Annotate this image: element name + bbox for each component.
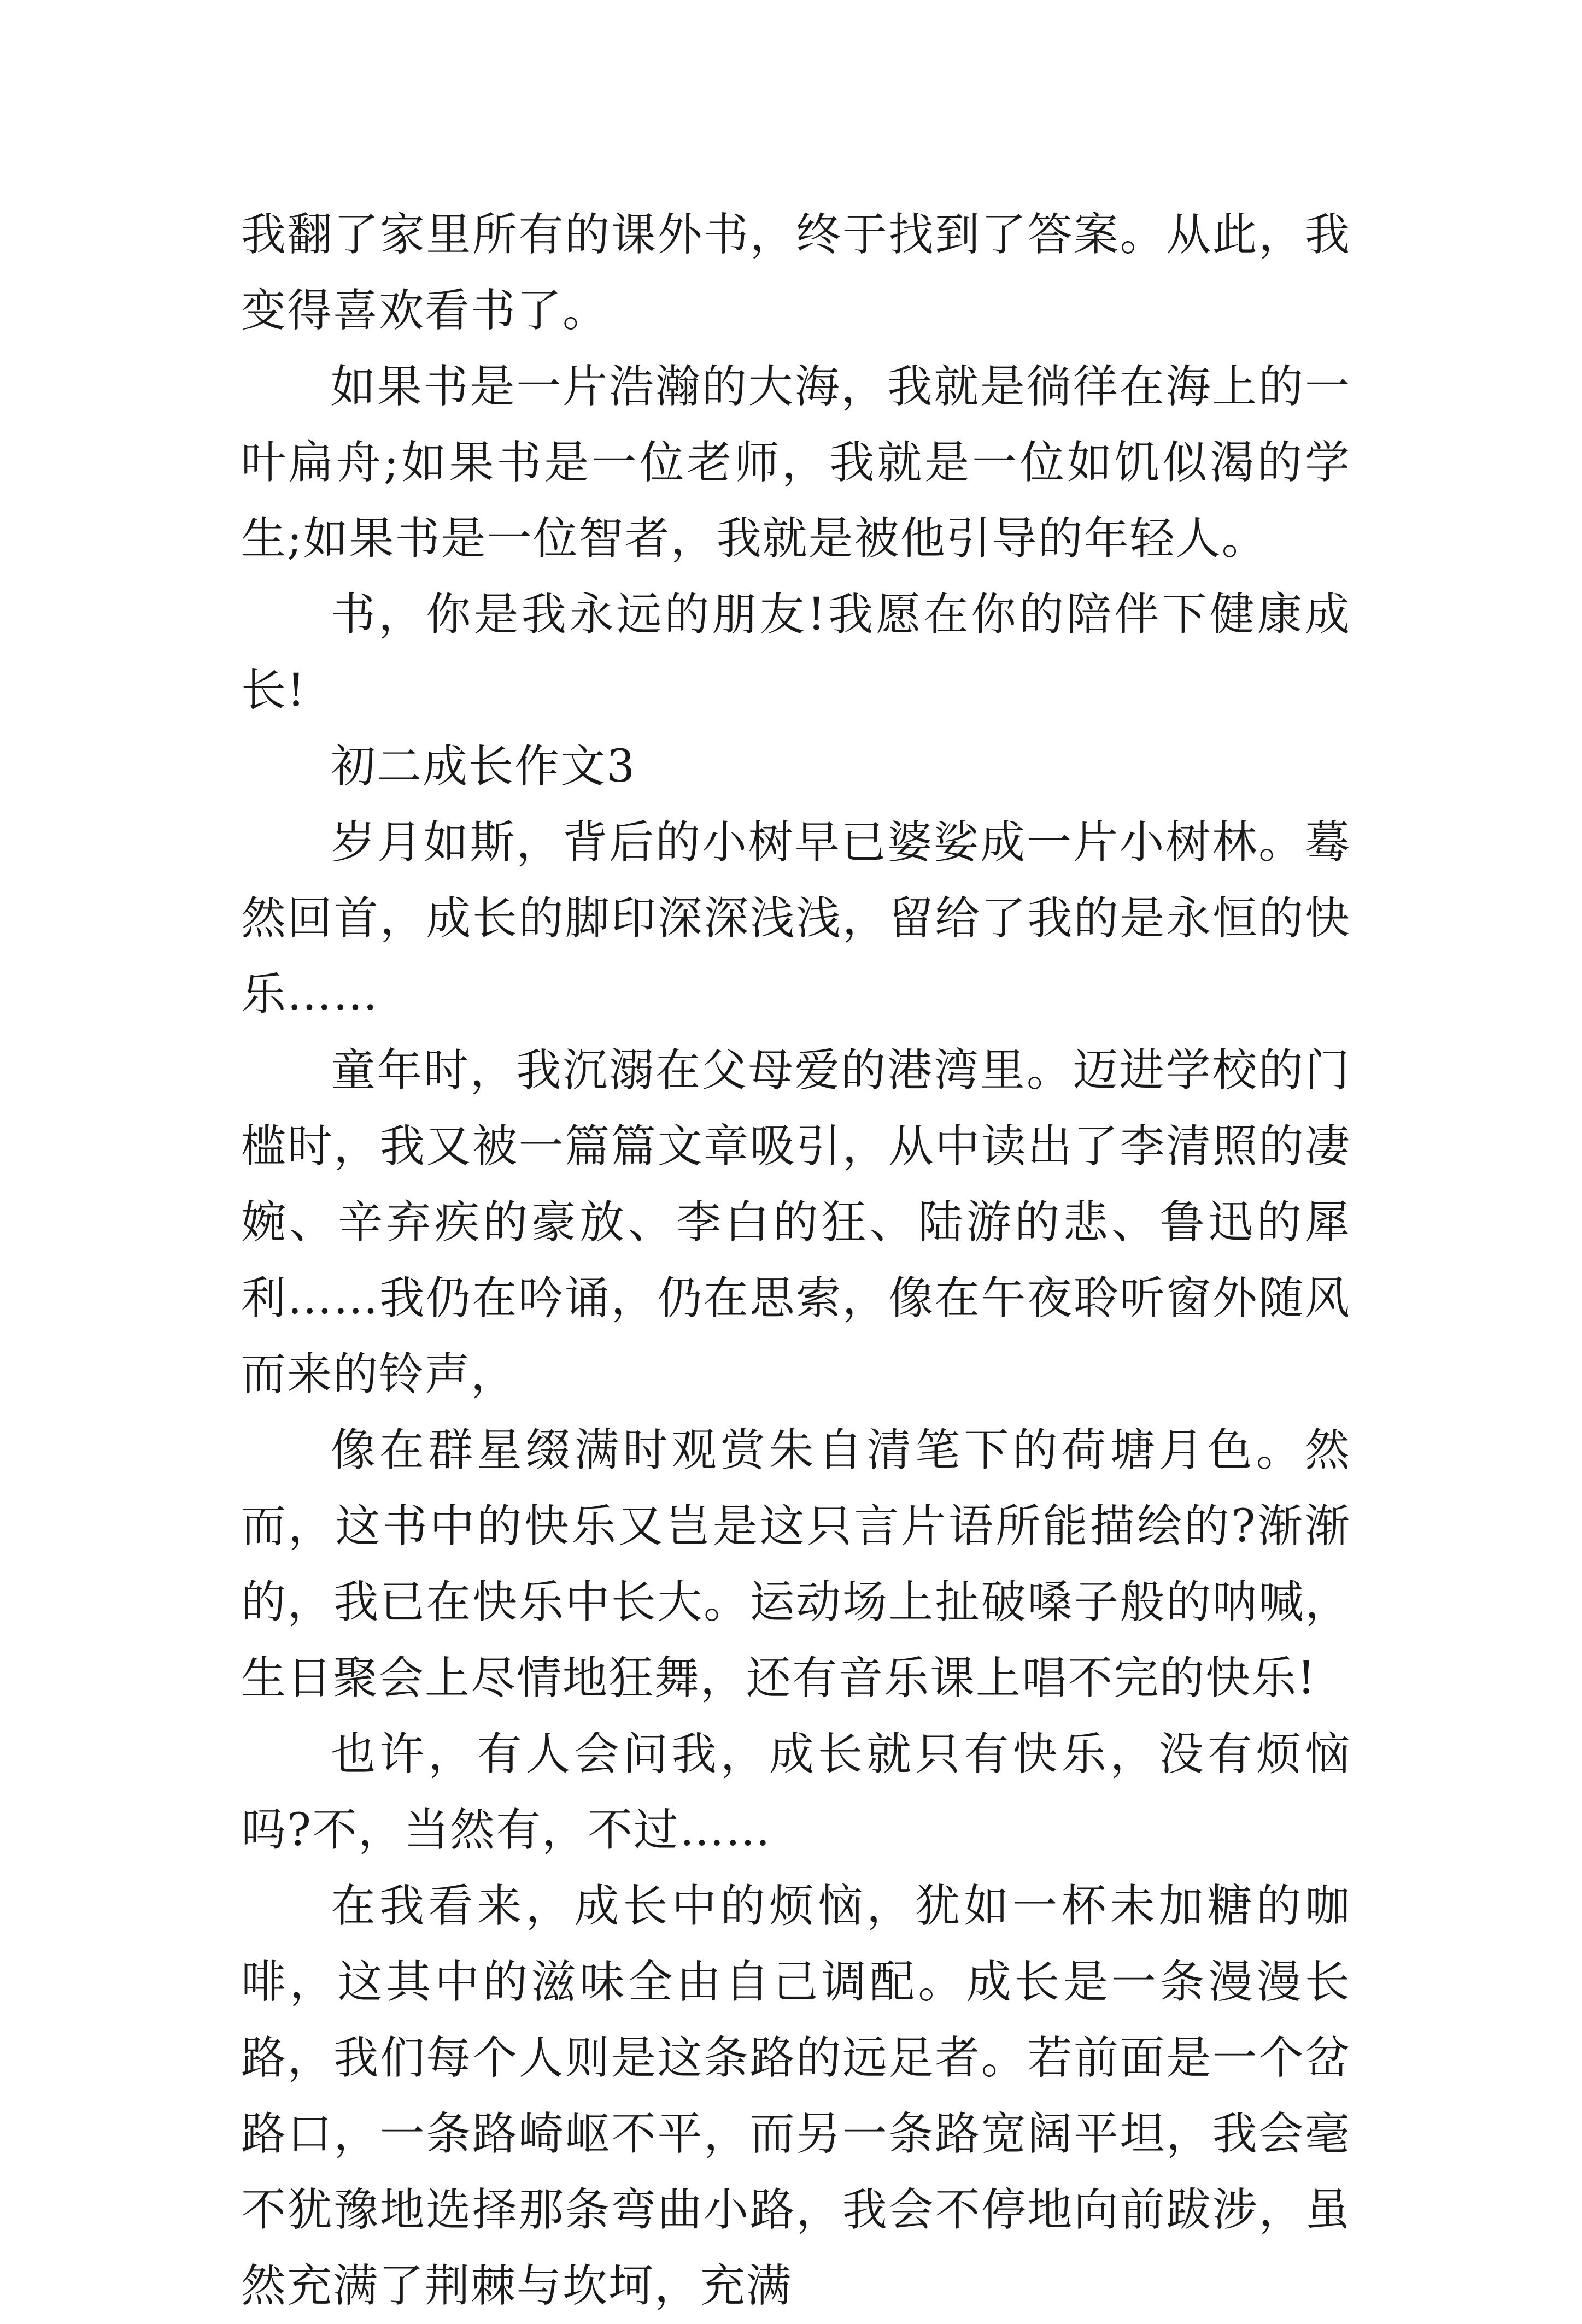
paragraph-4: 岁月如斯，背后的小树早已婆娑成一片小树林。蓦然回首，成长的脚印深深浅浅，留给了我的是永恒的快乐…… (241, 817, 1351, 1020)
paragraph-7: 也许，有人会问我，成长就只有快乐，没有烦恼吗?不，当然有，不过…… (241, 1728, 1351, 1856)
paragraph-8: 在我看来，成长中的烦恼，犹如一杯未加糖的咖啡，这其中的滋味全由自己调配。成长是一条漫漫长路，我们每个人则是这条路的远足者。若前面是一个岔路口，一条路崎岖不平，而另一条路宽阔平坦，我会毫不犹豫地选择那条弯曲小路，我会不停地向前跋涉，虽然充满了荆棘与坎坷，充满 (241, 1880, 1351, 2312)
document-body (241, 197, 1351, 2324)
paragraph-3: 书，你是我永远的朋友!我愿在你的陪伴下健康成长! (241, 589, 1351, 717)
section-heading: 初二成长作文3 (331, 741, 636, 793)
paragraph-2: 如果书是一片浩瀚的大海，我就是徜徉在海上的一叶扁舟;如果书是一位老师，我就是一位如饥似渴的学生;如果书是一位智者，我就是被他引导的年轻人。 (241, 361, 1351, 565)
paragraph-6: 像在群星缀满时观赏朱自清笔下的荷塘月色。然而，这书中的快乐又岂是这只言片语所能描绘的?渐渐的，我已在快乐中长大。运动场上扯破嗓子般的呐喊，生日聚会上尽情地狂舞，还有音乐课上唱不完的快乐! (241, 1424, 1351, 1704)
paragraph-1: 我翻了家里所有的课外书，终于找到了答案。从此，我变得喜欢看书了。 (241, 209, 1351, 337)
paragraph-5: 童年时，我沉溺在父母爱的港湾里。迈进学校的门槛时，我又被一篇篇文章吸引，从中读出了李清照的凄婉、辛弃疾的豪放、李白的狂、陆游的悲、鲁迅的犀利……我仍在吟诵，仍在思索，像在午夜聆听窗外随风而来的铃声， (241, 1044, 1351, 1400)
